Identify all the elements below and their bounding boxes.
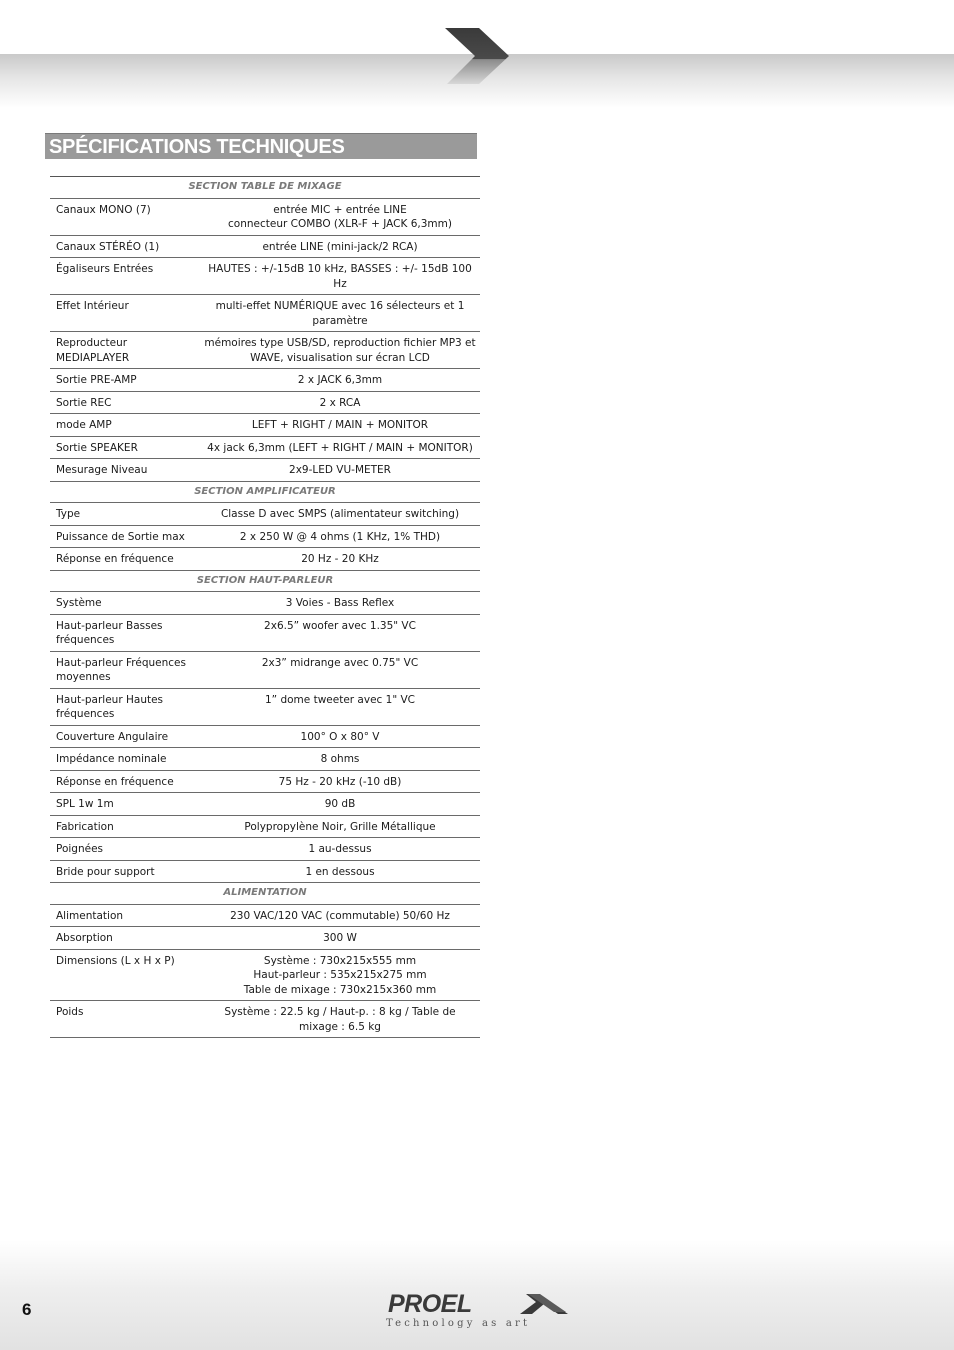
- spec-value: 230 VAC/120 VAC (commutable) 50/60 Hz: [200, 904, 480, 927]
- section-label: SECTION AMPLIFICATEUR: [50, 481, 480, 503]
- spec-label: Impédance nominale: [50, 748, 200, 771]
- spec-label: Haut-parleur Basses fréquences: [50, 614, 200, 651]
- spec-label: Type: [50, 503, 200, 526]
- spec-value: 2x6.5” woofer avec 1.35" VC: [200, 614, 480, 651]
- table-row: [50, 391, 480, 414]
- table-row: [50, 525, 480, 548]
- table-row: [50, 592, 480, 615]
- spec-label: Sortie SPEAKER: [50, 436, 200, 459]
- spec-label: Sortie PRE-AMP: [50, 369, 200, 392]
- table-row: [50, 770, 480, 793]
- spec-label: Poids: [50, 1001, 200, 1038]
- table-row: [50, 459, 480, 482]
- spec-label: Dimensions (L x H x P): [50, 949, 200, 1001]
- spec-value: LEFT + RIGHT / MAIN + MONITOR: [200, 414, 480, 437]
- table-section-header: [50, 570, 480, 592]
- spec-value: 100° O x 80° V: [200, 725, 480, 748]
- spec-label: Sortie REC: [50, 391, 200, 414]
- table-section-header: [50, 177, 480, 199]
- table-row: [50, 904, 480, 927]
- spec-value: entrée MIC + entrée LINE connecteur COMBO (XLR-F + JACK 6,3mm): [200, 198, 480, 235]
- spec-label: Réponse en fréquence: [50, 548, 200, 571]
- spec-label: Mesurage Niveau: [50, 459, 200, 482]
- spec-value: 2 x JACK 6,3mm: [200, 369, 480, 392]
- page-title: SPÉCIFICATIONS TECHNIQUES: [49, 136, 345, 158]
- spec-value: 2x9-LED VU-METER: [200, 459, 480, 482]
- table-row: [50, 235, 480, 258]
- spec-value: 2 x 250 W @ 4 ohms (1 KHz, 1% THD): [200, 525, 480, 548]
- section-label: SECTION TABLE DE MIXAGE: [50, 177, 480, 199]
- spec-value: multi-effet NUMÉRIQUE avec 16 sélecteurs et 1 paramètre: [200, 295, 480, 332]
- spec-value: 20 Hz - 20 KHz: [200, 548, 480, 571]
- proel-arrow-icon: [514, 1294, 568, 1316]
- spec-value: Classe D avec SMPS (alimentateur switching): [200, 503, 480, 526]
- spec-value: Système : 730x215x555 mm Haut-parleur : 535x215x275 mm Table de mixage : 730x215x360 mm: [200, 949, 480, 1001]
- table-row: [50, 258, 480, 295]
- spec-value: 2x3” midrange avec 0.75" VC: [200, 651, 480, 688]
- spec-label: Canaux STÉRÉO (1): [50, 235, 200, 258]
- spec-value: 2 x RCA: [200, 391, 480, 414]
- spec-value: Polypropylène Noir, Grille Métallique: [200, 815, 480, 838]
- spec-label: Égaliseurs Entrées: [50, 258, 200, 295]
- proel-logo: [386, 1290, 571, 1334]
- spec-label: Canaux MONO (7): [50, 198, 200, 235]
- table-row: [50, 436, 480, 459]
- spec-label: Effet Intérieur: [50, 295, 200, 332]
- spec-label: SPL 1w 1m: [50, 793, 200, 816]
- spec-table: [50, 176, 480, 1038]
- spec-value: 75 Hz - 20 kHz (-10 dB): [200, 770, 480, 793]
- table-row: [50, 369, 480, 392]
- spec-label: Réponse en fréquence: [50, 770, 200, 793]
- spec-label: Haut-parleur Fréquences moyennes: [50, 651, 200, 688]
- spec-value: Système : 22.5 kg / Haut-p. : 8 kg / Table de mixage : 6.5 kg: [200, 1001, 480, 1038]
- spec-value: 1 en dessous: [200, 860, 480, 883]
- table-row: [50, 748, 480, 771]
- spec-label: Alimentation: [50, 904, 200, 927]
- spec-value: 300 W: [200, 927, 480, 950]
- spec-table-body: [50, 177, 480, 1038]
- spec-value: HAUTES : +/-15dB 10 kHz, BASSES : +/- 15dB 100 Hz: [200, 258, 480, 295]
- table-row: [50, 793, 480, 816]
- spec-label: Haut-parleur Hautes fréquences: [50, 688, 200, 725]
- spec-label: Système: [50, 592, 200, 615]
- table-row: [50, 614, 480, 651]
- table-section-header: [50, 883, 480, 905]
- table-row: [50, 414, 480, 437]
- table-row: [50, 548, 480, 571]
- table-row: [50, 332, 480, 369]
- table-row: [50, 651, 480, 688]
- table-row: [50, 295, 480, 332]
- spec-label: Poignées: [50, 838, 200, 861]
- spec-label: mode AMP: [50, 414, 200, 437]
- table-row: [50, 198, 480, 235]
- spec-value: 8 ohms: [200, 748, 480, 771]
- spec-value: 3 Voies - Bass Reflex: [200, 592, 480, 615]
- table-row: [50, 503, 480, 526]
- logo-tagline: Technology as art: [386, 1318, 531, 1329]
- section-label: ALIMENTATION: [50, 883, 480, 905]
- spec-value: 1 au-dessus: [200, 838, 480, 861]
- table-row: [50, 860, 480, 883]
- spec-value: mémoires type USB/SD, reproduction fichier MP3 et WAVE, visualisation sur écran LCD: [200, 332, 480, 369]
- section-title-bar: [45, 133, 477, 159]
- spec-value: 90 dB: [200, 793, 480, 816]
- table-row: [50, 688, 480, 725]
- table-row: [50, 725, 480, 748]
- chevron-right-icon: [445, 28, 511, 84]
- spec-label: Couverture Angulaire: [50, 725, 200, 748]
- table-section-header: [50, 481, 480, 503]
- table-row: [50, 927, 480, 950]
- spec-label: Puissance de Sortie max: [50, 525, 200, 548]
- spec-label: Absorption: [50, 927, 200, 950]
- spec-value: 1” dome tweeter avec 1" VC: [200, 688, 480, 725]
- spec-label: Bride pour support: [50, 860, 200, 883]
- spec-label: Reproducteur MEDIAPLAYER: [50, 332, 200, 369]
- spec-value: entrée LINE (mini-jack/2 RCA): [200, 235, 480, 258]
- logo-wordmark: PROEL: [388, 1290, 472, 1318]
- spec-value: 4x jack 6,3mm (LEFT + RIGHT / MAIN + MONITOR): [200, 436, 480, 459]
- section-label: SECTION HAUT-PARLEUR: [50, 570, 480, 592]
- table-row: [50, 949, 480, 1001]
- table-row: [50, 815, 480, 838]
- page-number: 6: [22, 1300, 32, 1319]
- table-row: [50, 838, 480, 861]
- table-row: [50, 1001, 480, 1038]
- spec-label: Fabrication: [50, 815, 200, 838]
